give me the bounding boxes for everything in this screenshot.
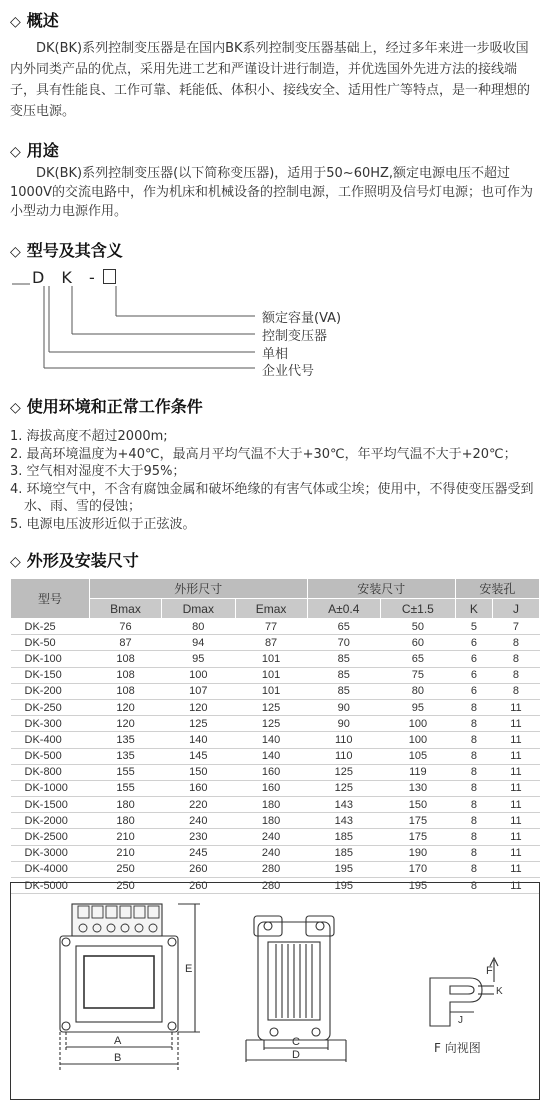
dimensions-title: 外形及安装尺寸	[26, 551, 139, 570]
cell-value: 195	[307, 861, 380, 877]
cell-value: 85	[307, 683, 380, 699]
cell-value: 11	[492, 861, 539, 877]
cell-value: 150	[162, 764, 236, 780]
section-title-conditions	[10, 394, 203, 417]
cell-value: 11	[492, 716, 539, 732]
conditions-title: 使用环境和正常工作条件	[26, 397, 203, 416]
cell-value: 85	[307, 667, 380, 683]
cell-value: 8	[492, 651, 539, 667]
overview-paragraph: DK(BK)系列控制变压器是在国内BK系列控制变压器基础上，经过多年来进一步吸收国内外同类产品的优点，采用先进工艺和严谨设计进行制造，并优选国外先进方法的接线端子，具有性能良、工作可靠、耗能低、体积小、接线安全、适用性广等特点，是一种理想的变压电源。	[10, 41, 531, 119]
cell-value: 50	[380, 619, 455, 635]
cell-model: DK-100	[11, 651, 90, 667]
cell-model: DK-3000	[11, 845, 90, 861]
cell-value: 160	[235, 780, 307, 796]
table-row	[11, 797, 540, 813]
cell-value: 8	[492, 667, 539, 683]
cell-value: 160	[235, 764, 307, 780]
cell-value: 65	[380, 651, 455, 667]
cell-value: 80	[162, 619, 236, 635]
cell-value: 107	[162, 683, 236, 699]
cell-value: 8	[455, 845, 492, 861]
diamond-icon: ◇	[10, 244, 21, 260]
cell-value: 94	[162, 635, 236, 651]
cell-value: 120	[90, 716, 162, 732]
cell-value: 180	[235, 813, 307, 829]
cell-value: 125	[307, 780, 380, 796]
cell-value: 125	[235, 716, 307, 732]
cell-value: 8	[455, 861, 492, 877]
cell-value: 140	[235, 732, 307, 748]
cell-model: DK-800	[11, 764, 90, 780]
dim-label-c: C	[292, 1036, 300, 1048]
dim-label-f: F	[486, 965, 493, 977]
table-row	[11, 651, 540, 667]
cell-value: 8	[455, 748, 492, 764]
cell-value: 90	[307, 699, 380, 715]
table-row	[11, 780, 540, 796]
condition-item: 4. 环境空气中，不含有腐蚀金属和破坏绝缘的有害气体或尘埃；使用中，不得使变压器受到水、雨、雪的侵蚀；	[10, 481, 534, 514]
diamond-icon: ◇	[10, 400, 21, 416]
cell-model: DK-1000	[11, 780, 90, 796]
cell-value: 11	[492, 878, 539, 894]
cell-value: 170	[380, 861, 455, 877]
table-row	[11, 635, 540, 651]
header-dmax: Dmax	[162, 599, 236, 619]
cell-value: 6	[455, 667, 492, 683]
cell-value: 119	[380, 764, 455, 780]
cell-value: 101	[235, 667, 307, 683]
dimensions-table-body	[11, 619, 540, 894]
cell-value: 65	[307, 619, 380, 635]
cell-value: 195	[307, 878, 380, 894]
cell-model: DK-250	[11, 699, 90, 715]
cell-value: 250	[90, 878, 162, 894]
header-mount-hole: 安装孔	[455, 579, 539, 599]
section-title-usage	[10, 138, 59, 161]
cell-value: 11	[492, 780, 539, 796]
cell-value: 240	[162, 813, 236, 829]
cell-value: 140	[235, 748, 307, 764]
cell-value: 185	[307, 829, 380, 845]
cell-value: 180	[90, 797, 162, 813]
cell-value: 90	[307, 716, 380, 732]
cell-value: 180	[90, 813, 162, 829]
cell-value: 7	[492, 619, 539, 635]
table-row	[11, 861, 540, 877]
model-label-single-phase: 单相	[262, 347, 289, 362]
cell-value: 110	[307, 732, 380, 748]
section-title-dimensions	[10, 548, 139, 571]
cell-value: 76	[90, 619, 162, 635]
cell-value: 60	[380, 635, 455, 651]
usage-title: 用途	[26, 141, 59, 160]
capacity-placeholder-box	[103, 269, 116, 284]
cell-value: 110	[307, 748, 380, 764]
cell-value: 175	[380, 829, 455, 845]
cell-value: 160	[162, 780, 236, 796]
model-label-capacity: 额定容量(VA)	[262, 311, 342, 326]
cell-value: 190	[380, 845, 455, 861]
cell-value: 8	[455, 780, 492, 796]
cell-value: 100	[162, 667, 236, 683]
cell-value: 125	[307, 764, 380, 780]
cell-value: 280	[235, 878, 307, 894]
cell-value: 143	[307, 813, 380, 829]
cell-value: 95	[162, 651, 236, 667]
cell-model: DK-300	[11, 716, 90, 732]
header-bmax: Bmax	[90, 599, 162, 619]
cell-value: 6	[455, 635, 492, 651]
outline-drawing	[10, 882, 540, 1100]
section-title-overview	[10, 8, 59, 31]
diamond-icon: ◇	[10, 144, 21, 160]
cell-value: 5	[455, 619, 492, 635]
section-title-model	[10, 238, 123, 261]
condition-item: 2. 最高环境温度为+40℃，最高月平均气温不大于+30℃，年平均气温不大于+20℃；	[10, 446, 517, 462]
cell-value: 8	[455, 699, 492, 715]
cell-value: 8	[455, 797, 492, 813]
header-a: A±0.4	[307, 599, 380, 619]
cell-value: 135	[90, 732, 162, 748]
cell-value: 108	[90, 651, 162, 667]
header-mount-size: 安装尺寸	[307, 579, 455, 599]
cell-value: 85	[307, 651, 380, 667]
cell-value: 230	[162, 829, 236, 845]
cell-value: 11	[492, 764, 539, 780]
condition-item: 1. 海拔高度不超过2000m;	[10, 429, 168, 444]
cell-value: 143	[307, 797, 380, 813]
cell-value: 220	[162, 797, 236, 813]
cell-value: 245	[162, 845, 236, 861]
cell-value: 125	[162, 716, 236, 732]
cell-value: 150	[380, 797, 455, 813]
header-outline-size: 外形尺寸	[90, 579, 308, 599]
cell-value: 11	[492, 845, 539, 861]
f-view-caption: F 向视图	[434, 1041, 481, 1055]
cell-value: 8	[492, 635, 539, 651]
cell-value: 195	[380, 878, 455, 894]
cell-value: 101	[235, 683, 307, 699]
table-row	[11, 699, 540, 715]
cell-value: 240	[235, 845, 307, 861]
cell-value: 70	[307, 635, 380, 651]
model-code-letters: D K -	[32, 268, 101, 287]
table-row	[11, 764, 540, 780]
cell-value: 11	[492, 829, 539, 845]
cell-value: 6	[455, 651, 492, 667]
cell-model: DK-150	[11, 667, 90, 683]
cell-value: 108	[90, 683, 162, 699]
model-title: 型号及其含义	[26, 241, 123, 260]
cell-value: 280	[235, 861, 307, 877]
diamond-icon: ◇	[10, 554, 21, 570]
cell-value: 260	[162, 861, 236, 877]
cell-value: 100	[380, 732, 455, 748]
cell-value: 95	[380, 699, 455, 715]
cell-value: 87	[90, 635, 162, 651]
cell-value: 155	[90, 780, 162, 796]
cell-value: 185	[307, 845, 380, 861]
overview-title: 概述	[26, 11, 59, 30]
table-row	[11, 716, 540, 732]
header-emax: Emax	[235, 599, 307, 619]
cell-value: 210	[90, 829, 162, 845]
dimensions-table	[10, 578, 540, 894]
dim-label-d: D	[292, 1049, 300, 1061]
cell-value: 87	[235, 635, 307, 651]
cell-value: 120	[162, 699, 236, 715]
cell-value: 8	[455, 829, 492, 845]
cell-model: DK-200	[11, 683, 90, 699]
conditions-list	[10, 428, 545, 533]
table-row	[11, 748, 540, 764]
cell-value: 11	[492, 732, 539, 748]
dim-label-a: A	[114, 1035, 122, 1047]
usage-paragraph: DK(BK)系列控制变压器(以下简称变压器)，适用于50~60HZ,额定电源电压不超过1000V的交流电路中，作为机床和机械设备的控制电源，工作照明及信号灯电源；也可作为小型动力电源作用。	[10, 166, 533, 219]
table-row	[11, 667, 540, 683]
cell-value: 75	[380, 667, 455, 683]
header-k: K	[455, 599, 492, 619]
header-c: C±1.5	[380, 599, 455, 619]
condition-item: 3. 空气相对湿度不大于95%；	[10, 464, 186, 479]
cell-value: 130	[380, 780, 455, 796]
cell-value: 125	[235, 699, 307, 715]
cell-value: 100	[380, 716, 455, 732]
cell-model: DK-25	[11, 619, 90, 635]
header-model: 型号	[11, 579, 90, 619]
cell-value: 145	[162, 748, 236, 764]
cell-value: 6	[455, 683, 492, 699]
table-row	[11, 813, 540, 829]
cell-value: 140	[162, 732, 236, 748]
cell-value: 11	[492, 748, 539, 764]
cell-value: 250	[90, 861, 162, 877]
cell-value: 11	[492, 797, 539, 813]
cell-value: 240	[235, 829, 307, 845]
diamond-icon: ◇	[10, 14, 21, 30]
table-row	[11, 845, 540, 861]
cell-value: 180	[235, 797, 307, 813]
cell-value: 105	[380, 748, 455, 764]
cell-value: 8	[455, 764, 492, 780]
cell-value: 210	[90, 845, 162, 861]
cell-model: DK-4000	[11, 861, 90, 877]
cell-model: DK-2000	[11, 813, 90, 829]
table-row	[11, 683, 540, 699]
cell-value: 175	[380, 813, 455, 829]
model-label-company-code: 企业代号	[262, 364, 315, 379]
header-j: J	[492, 599, 539, 619]
cell-model: DK-5000	[11, 878, 90, 894]
cell-model: DK-2500	[11, 829, 90, 845]
cell-value: 11	[492, 813, 539, 829]
condition-item: 5. 电源电压波形近似于正弦波。	[10, 516, 196, 532]
cell-value: 77	[235, 619, 307, 635]
cell-value: 8	[492, 683, 539, 699]
cell-value: 80	[380, 683, 455, 699]
cell-value: 120	[90, 699, 162, 715]
cell-value: 135	[90, 748, 162, 764]
front-view	[60, 904, 200, 1070]
cell-value: 8	[455, 716, 492, 732]
cell-model: DK-500	[11, 748, 90, 764]
cell-value: 8	[455, 878, 492, 894]
cell-value: 108	[90, 667, 162, 683]
cell-model: DK-1500	[11, 797, 90, 813]
cell-value: 260	[162, 878, 236, 894]
table-row	[11, 732, 540, 748]
cell-model: DK-50	[11, 635, 90, 651]
cell-value: 101	[235, 651, 307, 667]
cell-value: 155	[90, 764, 162, 780]
table-row	[11, 619, 540, 635]
cell-value: 8	[455, 732, 492, 748]
dim-label-k: K	[496, 986, 503, 997]
cell-model: DK-400	[11, 732, 90, 748]
dim-label-j: J	[458, 1015, 463, 1026]
table-row	[11, 829, 540, 845]
cell-value: 8	[455, 813, 492, 829]
cell-value: 11	[492, 699, 539, 715]
dim-label-e: E	[185, 963, 193, 975]
model-code	[32, 268, 116, 287]
model-label-control-transformer: 控制变压器	[262, 329, 328, 344]
dim-label-b: B	[114, 1052, 122, 1064]
